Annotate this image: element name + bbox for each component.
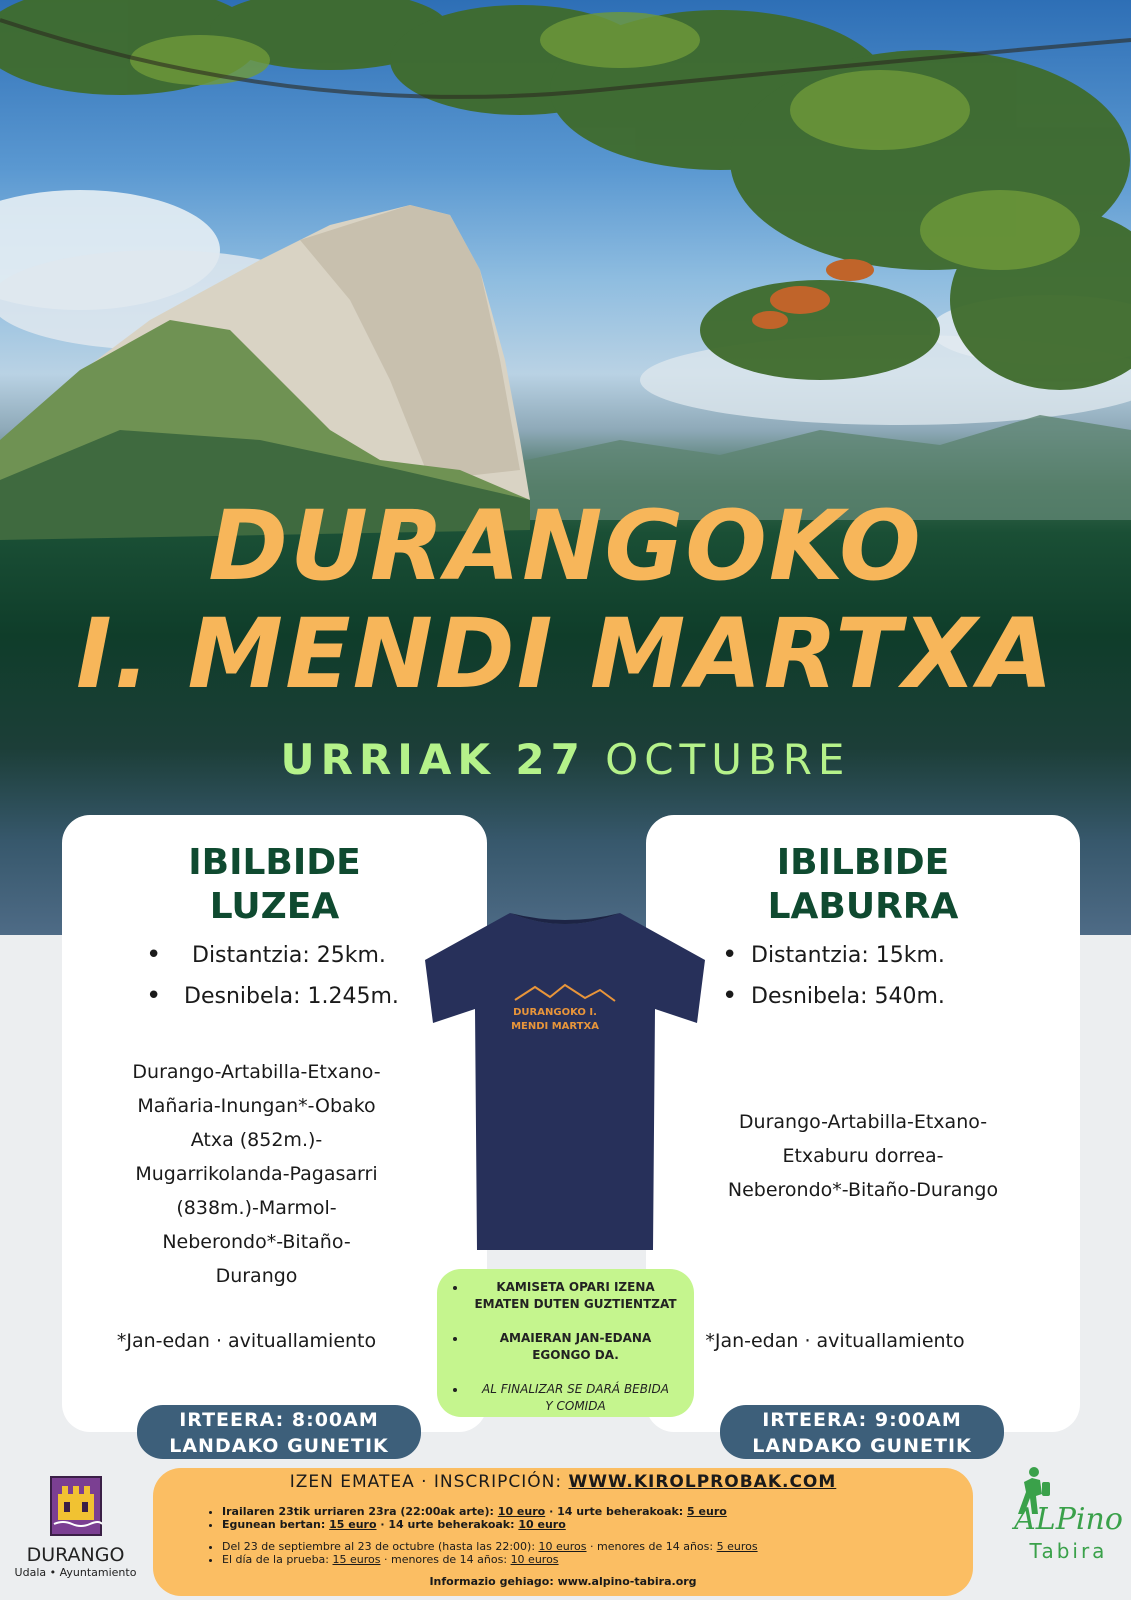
date-eu: URRIAK xyxy=(280,735,496,784)
alpino-logo-name: ALPino xyxy=(1014,1502,1123,1537)
event-date xyxy=(0,735,1131,784)
price-line xyxy=(222,1540,758,1553)
alpino-logo-subtitle: Tabira xyxy=(1029,1539,1108,1563)
registration-prices-es xyxy=(208,1540,758,1566)
long-route-start-badge xyxy=(137,1405,421,1459)
event-title-line2: I. MENDI MARTXA xyxy=(75,598,1056,710)
route-line: Neberondo*-Bitaño- xyxy=(162,1231,351,1253)
price-period: Del 23 de septiembre al 23 de octubre (hasta las 22:00): xyxy=(222,1540,536,1553)
durango-logo-subtitle: Udala • Ayuntamiento xyxy=(14,1566,137,1579)
tshirt-print-line2: MENDI MARTXA xyxy=(511,1021,599,1032)
short-route-distance: • Distantzia: 15km. xyxy=(646,935,1080,976)
price-value: 10 euros xyxy=(510,1553,559,1566)
long-route-heading-1: IBILBIDE xyxy=(188,842,361,883)
short-route-elevation: • Desnibela: 540m. xyxy=(646,976,1080,1017)
route-line: (838m.)-Marmol- xyxy=(176,1197,337,1219)
durango-shield-icon xyxy=(50,1476,102,1536)
route-line: Durango xyxy=(215,1265,298,1287)
alpino-tabira-logo xyxy=(1006,1462,1131,1592)
long-route-description xyxy=(44,1055,469,1293)
long-route-distance: • Distantzia: 25km. xyxy=(62,935,487,976)
short-route-start-badge xyxy=(720,1405,1004,1459)
long-route-start-time: IRTEERA: 8:00AM xyxy=(179,1409,379,1431)
long-route-elevation: • Desnibela: 1.245m. xyxy=(62,976,487,1017)
long-route-heading-2: LUZEA xyxy=(209,886,340,927)
long-route-start-place: LANDAKO GUNETIK xyxy=(169,1435,389,1457)
registration-header xyxy=(153,1472,973,1492)
hiker-icon xyxy=(1012,1466,1052,1516)
short-route-heading-1: IBILBIDE xyxy=(776,842,950,883)
price-value: 10 euro xyxy=(518,1518,566,1531)
route-line: Mañaria-Inungan*-Obako xyxy=(137,1095,376,1117)
price-category: · menores de 14 años: xyxy=(590,1540,714,1553)
price-period: Egunean bertan: xyxy=(222,1518,326,1531)
gift-item-3-line1: AL FINALIZAR SE DARÁ BEBIDA xyxy=(481,1382,669,1396)
more-info-link[interactable]: Informazio gehiago: www.alpino-tabira.org xyxy=(429,1575,697,1588)
price-value: 5 euros xyxy=(716,1540,758,1553)
event-title-line1: DURANGOKO xyxy=(208,490,923,602)
durango-logo-name: DURANGO xyxy=(26,1544,125,1566)
price-category: · menores de 14 años: xyxy=(383,1553,508,1566)
gift-item-tshirt xyxy=(467,1279,684,1313)
gift-info-box xyxy=(437,1269,694,1417)
date-day: 27 xyxy=(515,735,586,784)
tshirt-image xyxy=(415,905,715,1255)
gift-item-3-line2: Y COMIDA xyxy=(545,1399,606,1413)
short-route-start-time: IRTEERA: 9:00AM xyxy=(762,1409,962,1431)
long-route-note: *Jan-edan · avituallamiento xyxy=(116,1330,377,1352)
gift-item-food xyxy=(467,1330,684,1364)
price-period: El día de la prueba: xyxy=(222,1553,329,1566)
date-es: OCTUBRE xyxy=(605,735,851,784)
price-value: 10 euro xyxy=(497,1505,546,1518)
price-value: 10 euros xyxy=(538,1540,587,1553)
registration-box xyxy=(153,1468,973,1596)
price-value: 15 euros xyxy=(332,1553,381,1566)
price-value: 15 euro xyxy=(329,1518,377,1531)
gift-item-2-line2: EGONGO DA. xyxy=(532,1348,619,1362)
price-period: Irailaren 23tik urriaren 23ra (22:00ak arte): xyxy=(222,1505,494,1518)
registration-website-link[interactable]: WWW.KIROLPROBAK.COM xyxy=(568,1472,837,1492)
route-line: Neberondo*-Bitaño-Durango xyxy=(727,1179,999,1201)
price-line xyxy=(222,1553,758,1566)
tshirt-print-line1: DURANGOKO I. xyxy=(513,1007,597,1018)
gift-item-1-line1: KAMISETA OPARI IZENA xyxy=(496,1280,655,1294)
route-line: Etxaburu dorrea- xyxy=(782,1145,944,1167)
registration-prices-eu xyxy=(208,1505,727,1531)
route-line: Mugarrikolanda-Pagasarri xyxy=(135,1163,378,1185)
price-category: · 14 urte beherakoak: xyxy=(380,1518,515,1531)
price-line xyxy=(222,1505,727,1518)
durango-council-logo xyxy=(8,1476,143,1591)
registration-label: IZEN EMATEA · INSCRIPCIÓN: xyxy=(289,1472,563,1492)
gift-item-food-es xyxy=(467,1381,684,1415)
route-line: Durango-Artabilla-Etxano- xyxy=(738,1111,988,1133)
route-line: Durango-Artabilla-Etxano- xyxy=(132,1061,381,1083)
route-line: Atxa (852m.)- xyxy=(190,1129,323,1151)
price-value: 5 euro xyxy=(687,1505,727,1518)
price-line xyxy=(222,1518,727,1531)
short-route-note: *Jan-edan · avituallamiento xyxy=(705,1330,965,1352)
gift-item-1-line2: EMATEN DUTEN GUZTIENTZAT xyxy=(474,1297,677,1311)
gift-item-2-line1: AMAIERAN JAN-EDANA xyxy=(499,1331,652,1345)
short-route-start-place: LANDAKO GUNETIK xyxy=(752,1435,972,1457)
short-route-heading-2: LABURRA xyxy=(767,886,959,927)
price-category: · 14 urte beherakoak: xyxy=(549,1505,684,1518)
